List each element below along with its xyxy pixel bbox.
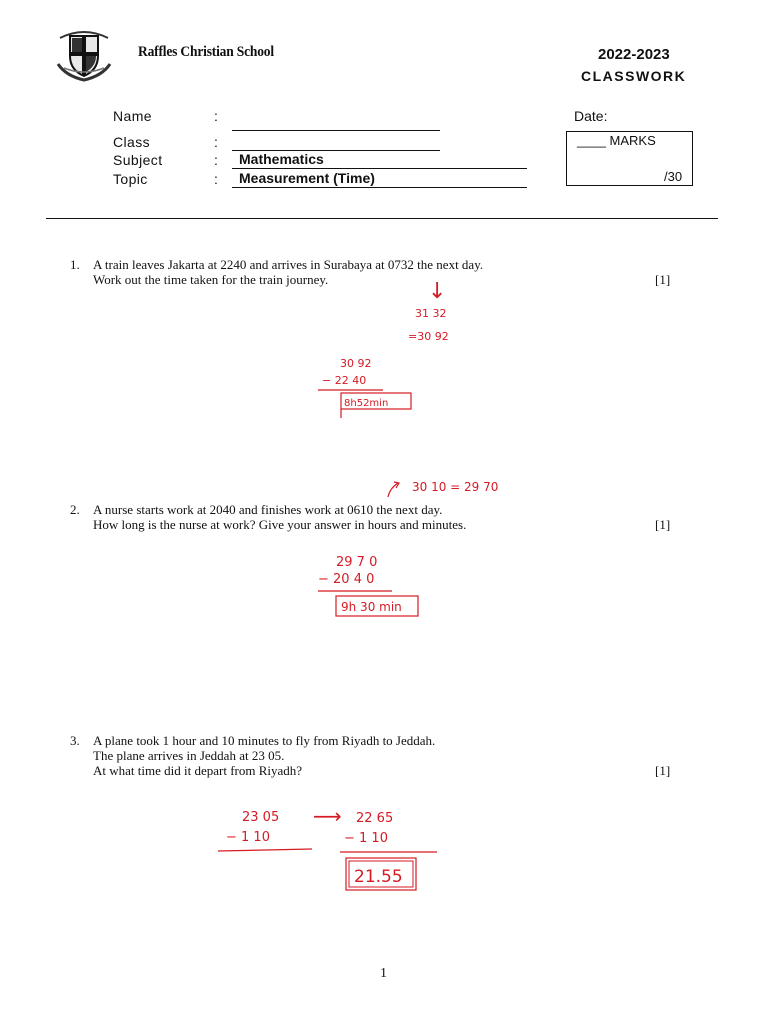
q1-step-1: 31 32 xyxy=(415,307,447,320)
q1-step-2: =30 92 xyxy=(408,330,449,343)
q2-minus: − 20 4 0 xyxy=(318,572,375,587)
page-number: 1 xyxy=(380,966,387,981)
question-1-line-1: A train leaves Jakarta at 2240 and arrives in Surabaya at 0732 the next day. xyxy=(93,257,484,272)
question-2-line-1: A nurse starts work at 2040 and finishes work at 0610 the next day. xyxy=(93,502,443,517)
q3-minus-left: − 1 10 xyxy=(226,830,270,845)
class-label: Class xyxy=(113,134,151,150)
question-3-line-3: At what time did it depart from Riyadh? xyxy=(93,763,303,778)
question-2-line-2: How long is the nurse at work? Give your answer in hours and minutes. xyxy=(93,517,467,532)
topic-colon: : xyxy=(214,171,218,187)
question-2-number: 2. xyxy=(70,502,80,517)
topic-label: Topic xyxy=(113,171,148,187)
document-type: CLASSWORK xyxy=(581,68,687,84)
topic-value: Measurement (Time) xyxy=(239,170,375,186)
subject-label: Subject xyxy=(113,152,163,168)
q1-minus: − 22 40 xyxy=(322,374,367,387)
subject-colon: : xyxy=(214,152,218,168)
name-colon: : xyxy=(214,108,218,124)
question-3-line-1: A plane took 1 hour and 10 minutes to fly from Riyadh to Jeddah. xyxy=(93,733,436,748)
question-1-line-2: Work out the time taken for the train journey. xyxy=(93,272,329,287)
question-3-line-2: The plane arrives in Jeddah at 23 05. xyxy=(93,748,285,763)
academic-year: 2022-2023 xyxy=(598,46,670,63)
q2-answer: 9h 30 min xyxy=(341,600,402,614)
marks-total: /30 xyxy=(664,169,683,184)
q1-top: 30 92 xyxy=(340,357,372,370)
name-label: Name xyxy=(113,108,152,124)
q3-minus-right: − 1 10 xyxy=(344,831,388,846)
q1-answer: 8h52min xyxy=(344,398,389,409)
question-3-marks: [1] xyxy=(655,763,671,778)
school-name: Raffles Christian School xyxy=(138,44,274,60)
q3-answer: 21.55 xyxy=(354,867,403,887)
marks-label: ____ MARKS xyxy=(577,133,656,148)
q3-underline-left xyxy=(218,849,312,851)
question-2-marks: [1] xyxy=(655,517,671,532)
date-label: Date: xyxy=(574,108,608,124)
q3-top-right: 22 65 xyxy=(356,811,394,826)
question-1-marks: [1] xyxy=(655,272,671,287)
subject-value: Mathematics xyxy=(239,151,324,167)
question-3-number: 3. xyxy=(70,733,80,748)
question-1-number: 1. xyxy=(70,257,80,272)
q2-note: 30 10 = 29 70 xyxy=(412,480,499,494)
q3-top-left: 23 05 xyxy=(242,810,280,825)
q2-note-arrow xyxy=(388,483,398,497)
class-colon: : xyxy=(214,134,218,150)
q2-top: 29 7 0 xyxy=(336,555,378,570)
q3-arrow: ⟶ xyxy=(313,804,342,828)
q1-arrow: ↓ xyxy=(428,279,447,304)
